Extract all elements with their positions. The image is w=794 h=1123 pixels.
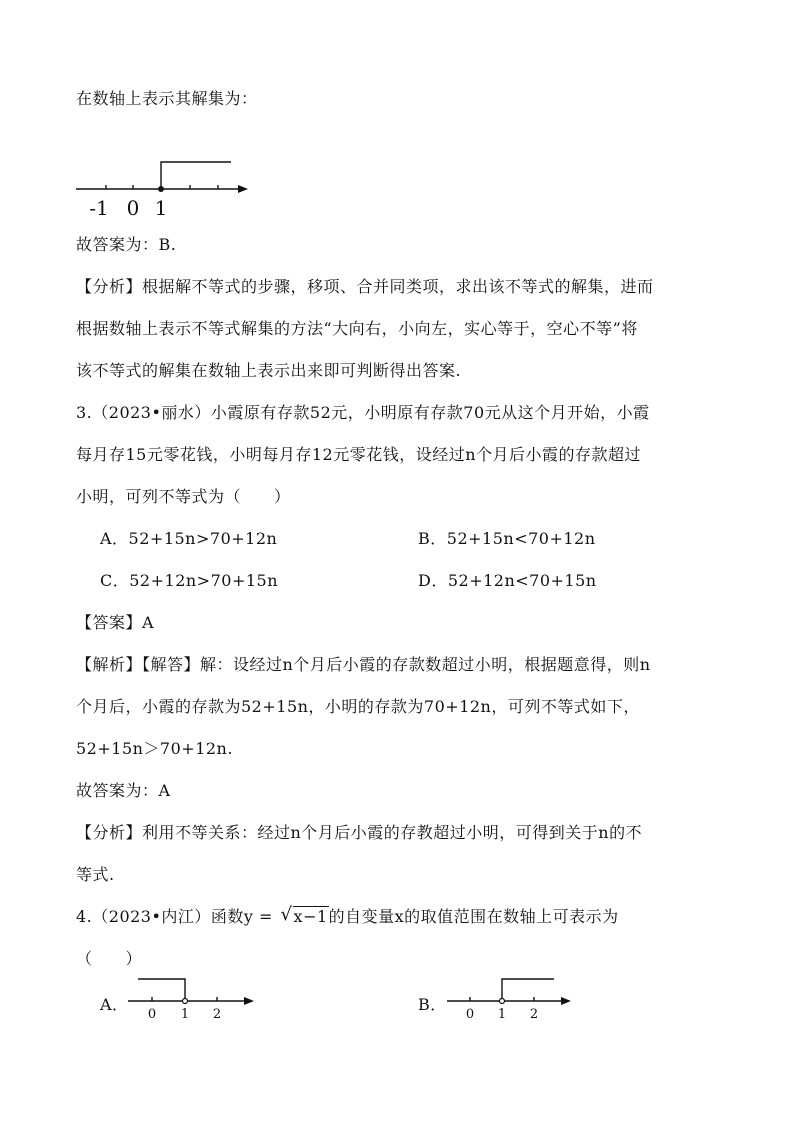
solution-line-2: 个月后，小霞的存款为52+15n，小明的存款为70+12n，可列不等式如下， xyxy=(76,697,640,716)
option-c: C．52+12n>70+15n xyxy=(100,571,279,590)
axis-arrow-icon xyxy=(238,185,248,193)
hollow-endpoint-dot xyxy=(500,999,505,1004)
analysis-line-2: 根据数轴上表示不等式解集的方法“大向右，小向左，实心等于，空心不等”将 xyxy=(76,319,638,338)
tick-label-neg1: -1 xyxy=(89,196,109,220)
sqrt-expression xyxy=(281,907,329,926)
option-d: D．52+12n<70+15n xyxy=(418,571,597,590)
question-3-line-2: 每月存15元零花钱，小明每月存12元零花钱，设经过n个月后小霞的存款超过 xyxy=(76,445,642,464)
q3-analysis-line-2: 等式. xyxy=(76,865,115,884)
q4-prefix: 4.（2023•内江）函数y = xyxy=(76,907,279,926)
tick-label-1: 1 xyxy=(154,196,168,220)
option-a: A．52+15n>70+12n xyxy=(100,529,278,548)
solid-endpoint-dot xyxy=(158,186,164,192)
question-4-paren: （ ） xyxy=(76,949,143,968)
option-b: B．52+15n<70+12n xyxy=(418,529,596,548)
tick-label-0: 0 xyxy=(465,1007,475,1022)
solution-set-bracket-b xyxy=(502,979,554,1001)
answer-line: 故答案为：B. xyxy=(76,235,177,254)
sqrt-radicand: x−1 xyxy=(293,907,328,926)
tick-label-1: 1 xyxy=(180,1007,190,1022)
analysis-line-3: 该不等式的解集在数轴上表示出来即可判断得出答案. xyxy=(76,361,462,380)
tick-label-0: 0 xyxy=(147,1007,157,1022)
tick-label-1: 1 xyxy=(497,1007,507,1022)
number-line-main xyxy=(0,158,794,218)
option-a-label: A． xyxy=(100,995,129,1014)
tick-label-0: 0 xyxy=(126,196,140,220)
solution-set-bracket xyxy=(161,162,231,189)
question-4-line-1 xyxy=(76,904,619,927)
question-3-line-1: 3.（2023•丽水）小霞原有存款52元，小明原有存款70元从这个月开始，小霞 xyxy=(76,403,650,422)
intro-text: 在数轴上表示其解集为： xyxy=(76,89,258,108)
solution-line-3: 52+15n＞70+12n. xyxy=(76,739,233,758)
answer-label: 【答案】A xyxy=(76,613,155,632)
number-line-option-b xyxy=(0,975,794,1025)
final-answer: 故答案为：A xyxy=(76,781,171,800)
question-3-line-3: 小明，可列不等式为（ ） xyxy=(76,487,291,506)
analysis-line-1: 【分析】根据解不等式的步骤，移项、合并同类项，求出该不等式的解集，进而 xyxy=(76,277,654,296)
q3-analysis-line-1: 【分析】利用不等关系：经过n个月后小霞的存教超过小明，可得到关于n的不 xyxy=(76,823,643,842)
q4-suffix: 的自变量x的取值范围在数轴上可表示为 xyxy=(328,907,619,926)
tick-label-2: 2 xyxy=(529,1007,539,1022)
option-b-label: B． xyxy=(418,995,447,1014)
tick-label-2: 2 xyxy=(212,1007,222,1022)
axis-arrow-icon xyxy=(561,997,571,1005)
solution-line-1: 【解析】【解答】解：设经过n个月后小霞的存款数超过小明，根据题意得，则n xyxy=(76,655,651,674)
